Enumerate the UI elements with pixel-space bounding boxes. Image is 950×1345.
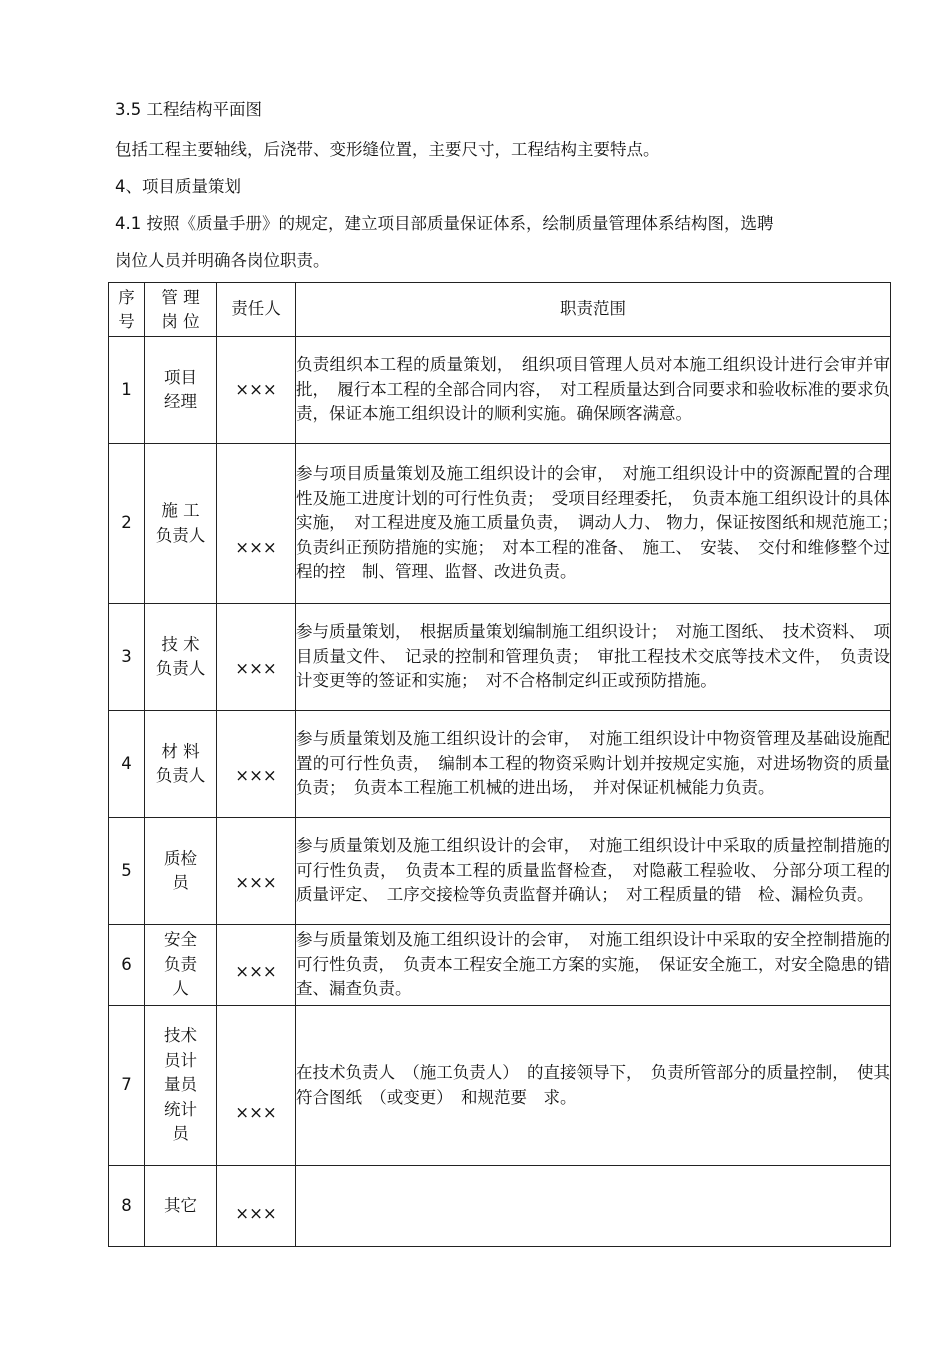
row-number: 1 [109, 337, 145, 444]
row-post: 项目经理 [145, 337, 217, 444]
section-4-heading: 4、项目质量策划 [115, 177, 241, 196]
row-post: 施 工负责人 [145, 444, 217, 604]
row-post: 其它 [145, 1166, 217, 1247]
header-duty-scope: 职责范围 [296, 283, 891, 337]
row-post: 技术员计量员统计员 [145, 1006, 217, 1166]
row-post: 质检员 [145, 818, 217, 925]
row-post: 材 料负责人 [145, 711, 217, 818]
row-duty: 参与质量策划及施工组织设计的会审， 对施工组织设计中采取的质量控制措施的可行性负责， 负责本工程的质量监督检查， 对隐蔽工程验收、 分部分项工程的质量评定、 工序交接检等负责监督并确认； 对工程质量的错 检、漏检负责。 [296, 818, 891, 925]
table-row [109, 604, 891, 711]
row-number: 7 [109, 1006, 145, 1166]
section-3-5-description: 包括工程主要轴线，后浇带、变形缝位置，主要尺寸，工程结构主要特点。 [115, 140, 660, 159]
table-row [109, 711, 891, 818]
section-3-5-heading: 3.5 工程结构平面图 [115, 100, 262, 119]
row-duty: 负责组织本工程的质量策划， 组织项目管理人员对本施工组织设计进行会审并审批， 履行本工程的全部合同内容， 对工程质量达到合同要求和验收标准的要求负责，保证本施工组织设计的顺利实施。确保顾客满意。 [296, 337, 891, 444]
row-duty: 参与质量策划及施工组织设计的会审， 对施工组织设计中采取的安全控制措施的可行性负责， 负责本工程安全施工方案的实施， 保证安全施工，对安全隐患的错查、漏查负责。 [296, 925, 891, 1006]
table-row [109, 1006, 891, 1166]
row-duty: 参与质量策划及施工组织设计的会审， 对施工组织设计中物资管理及基础设施配置的可行性负责， 编制本工程的物资采购计划并按规定实施，对进场物资的质量负责； 负责本工程施工机械的进出场， 并对保证机械能力负责。 [296, 711, 891, 818]
row-number: 3 [109, 604, 145, 711]
table-row [109, 337, 891, 444]
row-number: 4 [109, 711, 145, 818]
row-post: 安全负责人 [145, 925, 217, 1006]
responsibility-table [108, 282, 907, 1247]
row-responsible: ××× [217, 925, 296, 1006]
header-post: 管 理岗 位 [145, 283, 217, 337]
row-number: 8 [109, 1166, 145, 1247]
header-no: 序号 [109, 283, 145, 337]
header-responsible: 责任人 [217, 283, 296, 337]
table-row [109, 1166, 891, 1247]
table-row [109, 818, 891, 925]
row-responsible: ××× [217, 1166, 296, 1247]
row-post: 技 术负责人 [145, 604, 217, 711]
row-responsible: ××× [217, 711, 296, 818]
row-responsible: ××× [217, 1006, 296, 1166]
row-number: 2 [109, 444, 145, 604]
row-number: 6 [109, 925, 145, 1006]
row-duty [296, 1166, 891, 1247]
row-number: 5 [109, 818, 145, 925]
row-duty: 在技术负责人 （施工负责人） 的直接领导下， 负责所管部分的质量控制， 使其符合图纸 （或变更） 和规范要 求。 [296, 1006, 891, 1166]
table-row [109, 444, 891, 604]
table-header-row [109, 283, 891, 337]
row-responsible: ××× [217, 604, 296, 711]
table-row [109, 925, 891, 1006]
section-4-1-text-line-2: 岗位人员并明确各岗位职责。 [115, 251, 330, 270]
section-4-1-text-line-1: 4.1 按照《质量手册》的规定，建立项目部质量保证体系，绘制质量管理体系结构图，选聘 [115, 214, 774, 233]
row-responsible: ××× [217, 444, 296, 604]
row-responsible: ××× [217, 818, 296, 925]
row-duty: 参与项目质量策划及施工组织设计的会审， 对施工组织设计中的资源配置的合理性及施工进度计划的可行性负责； 受项目经理委托， 负责本施工组织设计的具体实施， 对工程进度及施工质量负责， 调动人力、 物力，保证按图纸和规范施工； 负责纠正预防措施的实施； 对本工程的准备、 施工、 安装、 交付和维修整个过程的控 制、管理、监督、改进负责。 [296, 444, 891, 604]
row-responsible: ××× [217, 337, 296, 444]
row-duty: 参与质量策划， 根据质量策划编制施工组织设计； 对施工图纸、 技术资料、 项目质量文件、 记录的控制和管理负责； 审批工程技术交底等技术文件， 负责设计变更等的签证和实施； 对不合格制定纠正或预防措施。 [296, 604, 891, 711]
